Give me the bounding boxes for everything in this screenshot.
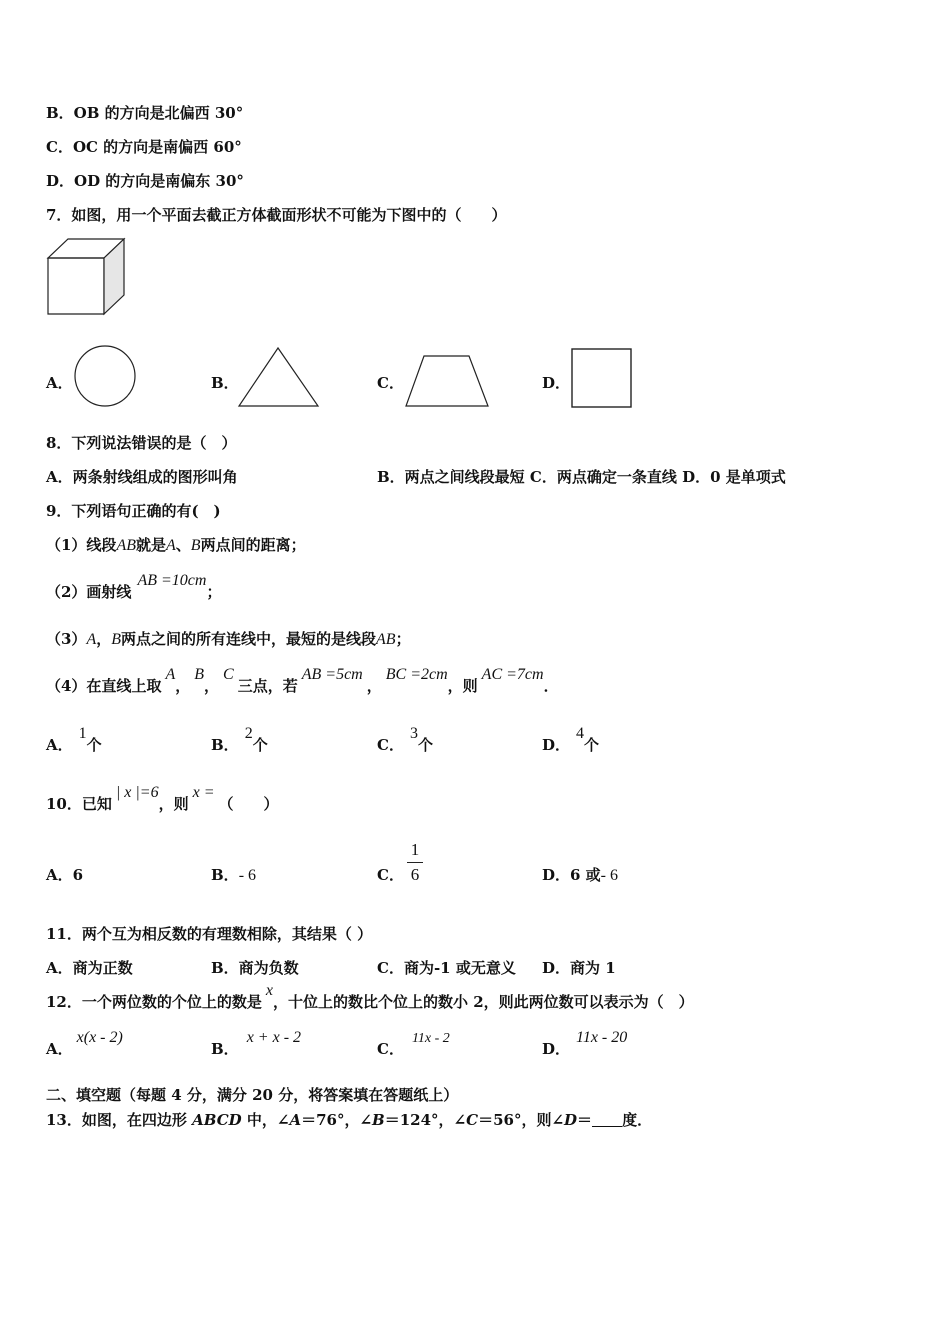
q7-label-b: B． [211,374,239,392]
section-2-heading: 二、填空题（每题 4 分，满分 20 分，将答案填在答题纸上） [46,1086,459,1104]
q12-option-a: A．x(x - 2) [46,1029,123,1058]
q13-stem: 13．如图，在四边形 ABCD 中，∠A＝76°，∠B＝124°，∠C＝56°，则∠D＝ 度． [46,1111,653,1129]
q7-label-a: A． [46,374,73,392]
q7-label-d: D． [542,374,571,392]
q12-stem: 12．一个两位数的个位上的数是x，十位上的数比个位上的数小 2，则此两位数可以表示为（ ） [46,982,694,1011]
q12-option-d: D．11x - 20 [542,1029,628,1058]
q11-option-a: A．商为正数 [46,959,133,977]
trapezoid-shape [404,354,490,410]
q10-option-b: B．- 6 [211,866,257,884]
q9-option-a: A．1个 [46,725,102,754]
q9-option-c: C．3个 [377,725,433,754]
cube-figure [46,238,126,318]
q10-option-c-label: C． [377,866,404,884]
q12-option-c: C．11x - 2 [377,1031,450,1058]
triangle-shape [238,346,320,410]
q9-statement-1: （1）线段AB就是A、B两点间的距离； [46,536,306,554]
q11-stem: 11．两个互为相反数的有理数相除，其结果（ ） [46,925,373,943]
q10-option-a: A．6 [46,866,84,884]
q8-option-a: A．两条射线组成的图形叫角 [46,468,238,486]
fraction-bar [407,862,423,863]
q11-option-b: B．商为负数 [211,959,299,977]
q12-option-b: B．x + x - 2 [211,1029,302,1058]
q7-stem: 7．如图，用一个平面去截正方体截面形状不可能为下图中的（ ） [46,206,507,224]
q10-option-c-numerator: 1 [410,840,420,859]
q6-option-d: D．OD 的方向是南偏东 30° [46,172,244,190]
q11-option-c: C．商为-1 或无意义 [377,959,516,977]
q8-stem: 8．下列说法错误的是（ ） [46,434,237,452]
q9-statement-2: （2）画射线AB =10cm； [46,572,222,601]
q9-statement-4: （4）在直线上取A，B，C三点，若AB =5cm，BC =2cm，则AC =7cm． [46,666,559,695]
circle-shape [74,346,138,410]
q7-label-c: C． [377,374,404,392]
answer-blank[interactable] [592,1112,622,1127]
q10-stem: 10．已知| x |=6，则x =（ ） [46,784,279,813]
q10-option-c-denominator: 6 [410,865,420,884]
q8-options-bcd: B．两点之间线段最短 C．两点确定一条直线 D．0 是单项式 [377,468,786,486]
q9-option-d: D．4个 [542,725,600,754]
q6-option-c: C．OC 的方向是南偏西 60° [46,138,242,156]
q11-option-d: D．商为 1 [542,959,616,977]
q9-stem: 9．下列语句正确的有( ) [46,502,221,520]
square-shape [570,348,634,410]
q9-option-b: B．2个 [211,725,268,754]
q6-option-b: B．OB 的方向是北偏西 30° [46,104,244,122]
q10-option-d: D．6 或- 6 [542,866,618,884]
q9-statement-3: （3）A，B两点之间的所有连线中，最短的是线段AB； [46,630,411,648]
